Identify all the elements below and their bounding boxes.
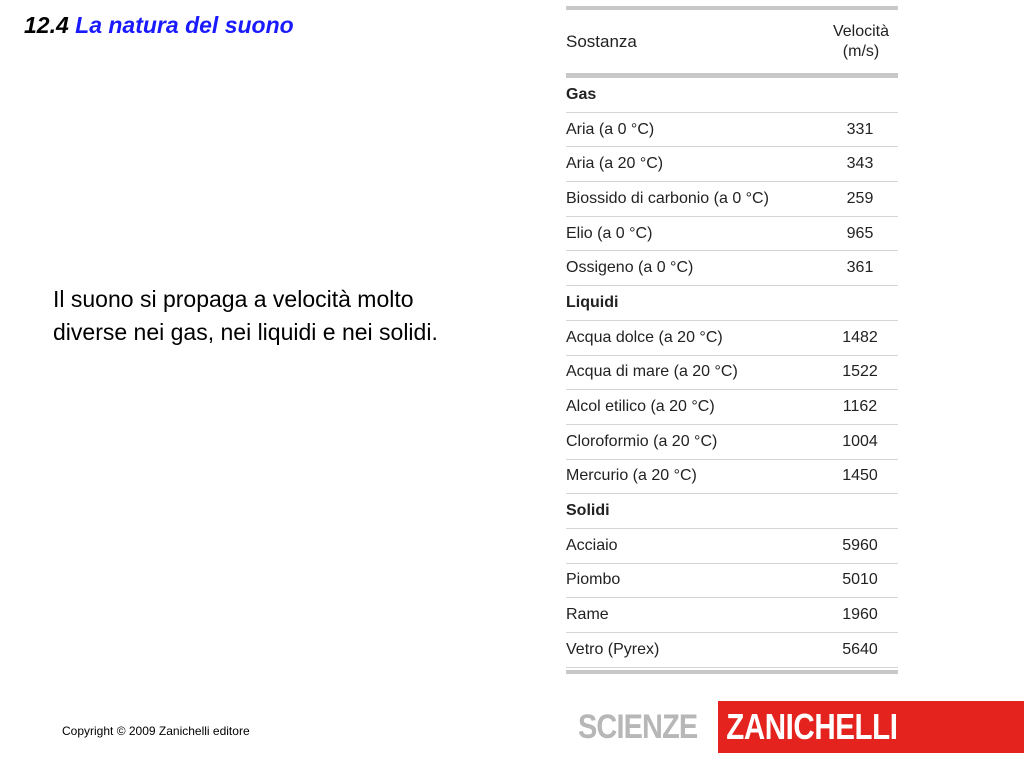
header-speed-unit: (m/s) bbox=[842, 42, 880, 60]
substance-cell: Acciaio bbox=[566, 536, 618, 554]
speed-cell: 5010 bbox=[842, 571, 878, 589]
section-name: Solidi bbox=[566, 502, 610, 520]
table-section-header bbox=[566, 494, 898, 529]
body-paragraph: Il suono si propaga a velocità molto diverse nei gas, nei liquidi e nei solidi. bbox=[53, 286, 438, 345]
table-row bbox=[566, 425, 898, 460]
table-row bbox=[566, 113, 898, 148]
table-row bbox=[566, 564, 898, 599]
table-row bbox=[566, 390, 898, 425]
substance-cell: Alcol etilico (a 20 °C) bbox=[566, 398, 715, 416]
table-row bbox=[566, 460, 898, 495]
section-name: Liquidi bbox=[566, 293, 619, 311]
speed-cell: 343 bbox=[846, 155, 874, 173]
speed-cell: 1482 bbox=[842, 328, 878, 346]
speed-cell: 1522 bbox=[842, 363, 878, 381]
speed-cell: 965 bbox=[846, 224, 874, 242]
speed-cell: 361 bbox=[846, 259, 874, 277]
table-section-header bbox=[566, 78, 898, 113]
section-title: La natura del suono bbox=[75, 12, 294, 38]
substance-cell: Piombo bbox=[566, 571, 621, 589]
substance-cell: Acqua dolce (a 20 °C) bbox=[566, 328, 723, 346]
speed-cell: 1960 bbox=[842, 606, 878, 624]
substance-cell: Vetro (Pyrex) bbox=[566, 640, 660, 658]
table-bottom-rule bbox=[566, 670, 898, 674]
zanichelli-logo-text: ZANICHELLI bbox=[726, 706, 898, 747]
substance-cell: Acqua di mare (a 20 °C) bbox=[566, 363, 738, 381]
speed-cell: 259 bbox=[846, 189, 874, 207]
table-row bbox=[566, 217, 898, 252]
copyright-notice: Copyright © 2009 Zanichelli editore bbox=[62, 724, 250, 738]
table-row bbox=[566, 147, 898, 182]
speed-cell: 5640 bbox=[842, 640, 878, 658]
speed-cell: 5960 bbox=[842, 536, 878, 554]
scienze-logo: SCIENZE bbox=[578, 708, 698, 746]
section-number: 12.4 bbox=[24, 12, 69, 38]
zanichelli-logo bbox=[718, 701, 1024, 753]
section-name: Gas bbox=[566, 85, 597, 103]
substance-cell: Rame bbox=[566, 606, 609, 624]
header-speed-label: Velocità bbox=[832, 22, 890, 40]
header-speed bbox=[816, 22, 906, 62]
table-row bbox=[566, 251, 898, 286]
substance-cell: Aria (a 0 °C) bbox=[566, 120, 655, 138]
table-section-header bbox=[566, 286, 898, 321]
substance-cell: Biossido di carbonio (a 0 °C) bbox=[566, 189, 769, 207]
table-row bbox=[566, 598, 898, 633]
table-body bbox=[566, 78, 898, 668]
speed-cell: 1004 bbox=[842, 432, 878, 450]
speed-cell: 1162 bbox=[842, 398, 878, 416]
table-row bbox=[566, 321, 898, 356]
table-row bbox=[566, 529, 898, 564]
substance-cell: Aria (a 20 °C) bbox=[566, 155, 664, 173]
header-substance: Sostanza bbox=[566, 31, 637, 51]
speed-cell: 331 bbox=[846, 120, 874, 138]
substance-cell: Cloroformio (a 20 °C) bbox=[566, 432, 718, 450]
table-row bbox=[566, 356, 898, 391]
substance-cell: Mercurio (a 20 °C) bbox=[566, 467, 697, 485]
table-header bbox=[566, 10, 898, 74]
table-row bbox=[566, 182, 898, 217]
speed-cell: 1450 bbox=[842, 467, 878, 485]
slide-title bbox=[24, 12, 294, 39]
substance-cell: Ossigeno (a 0 °C) bbox=[566, 259, 694, 277]
substance-cell: Elio (a 0 °C) bbox=[566, 224, 653, 242]
speed-of-sound-table bbox=[566, 6, 898, 674]
table-row bbox=[566, 633, 898, 668]
